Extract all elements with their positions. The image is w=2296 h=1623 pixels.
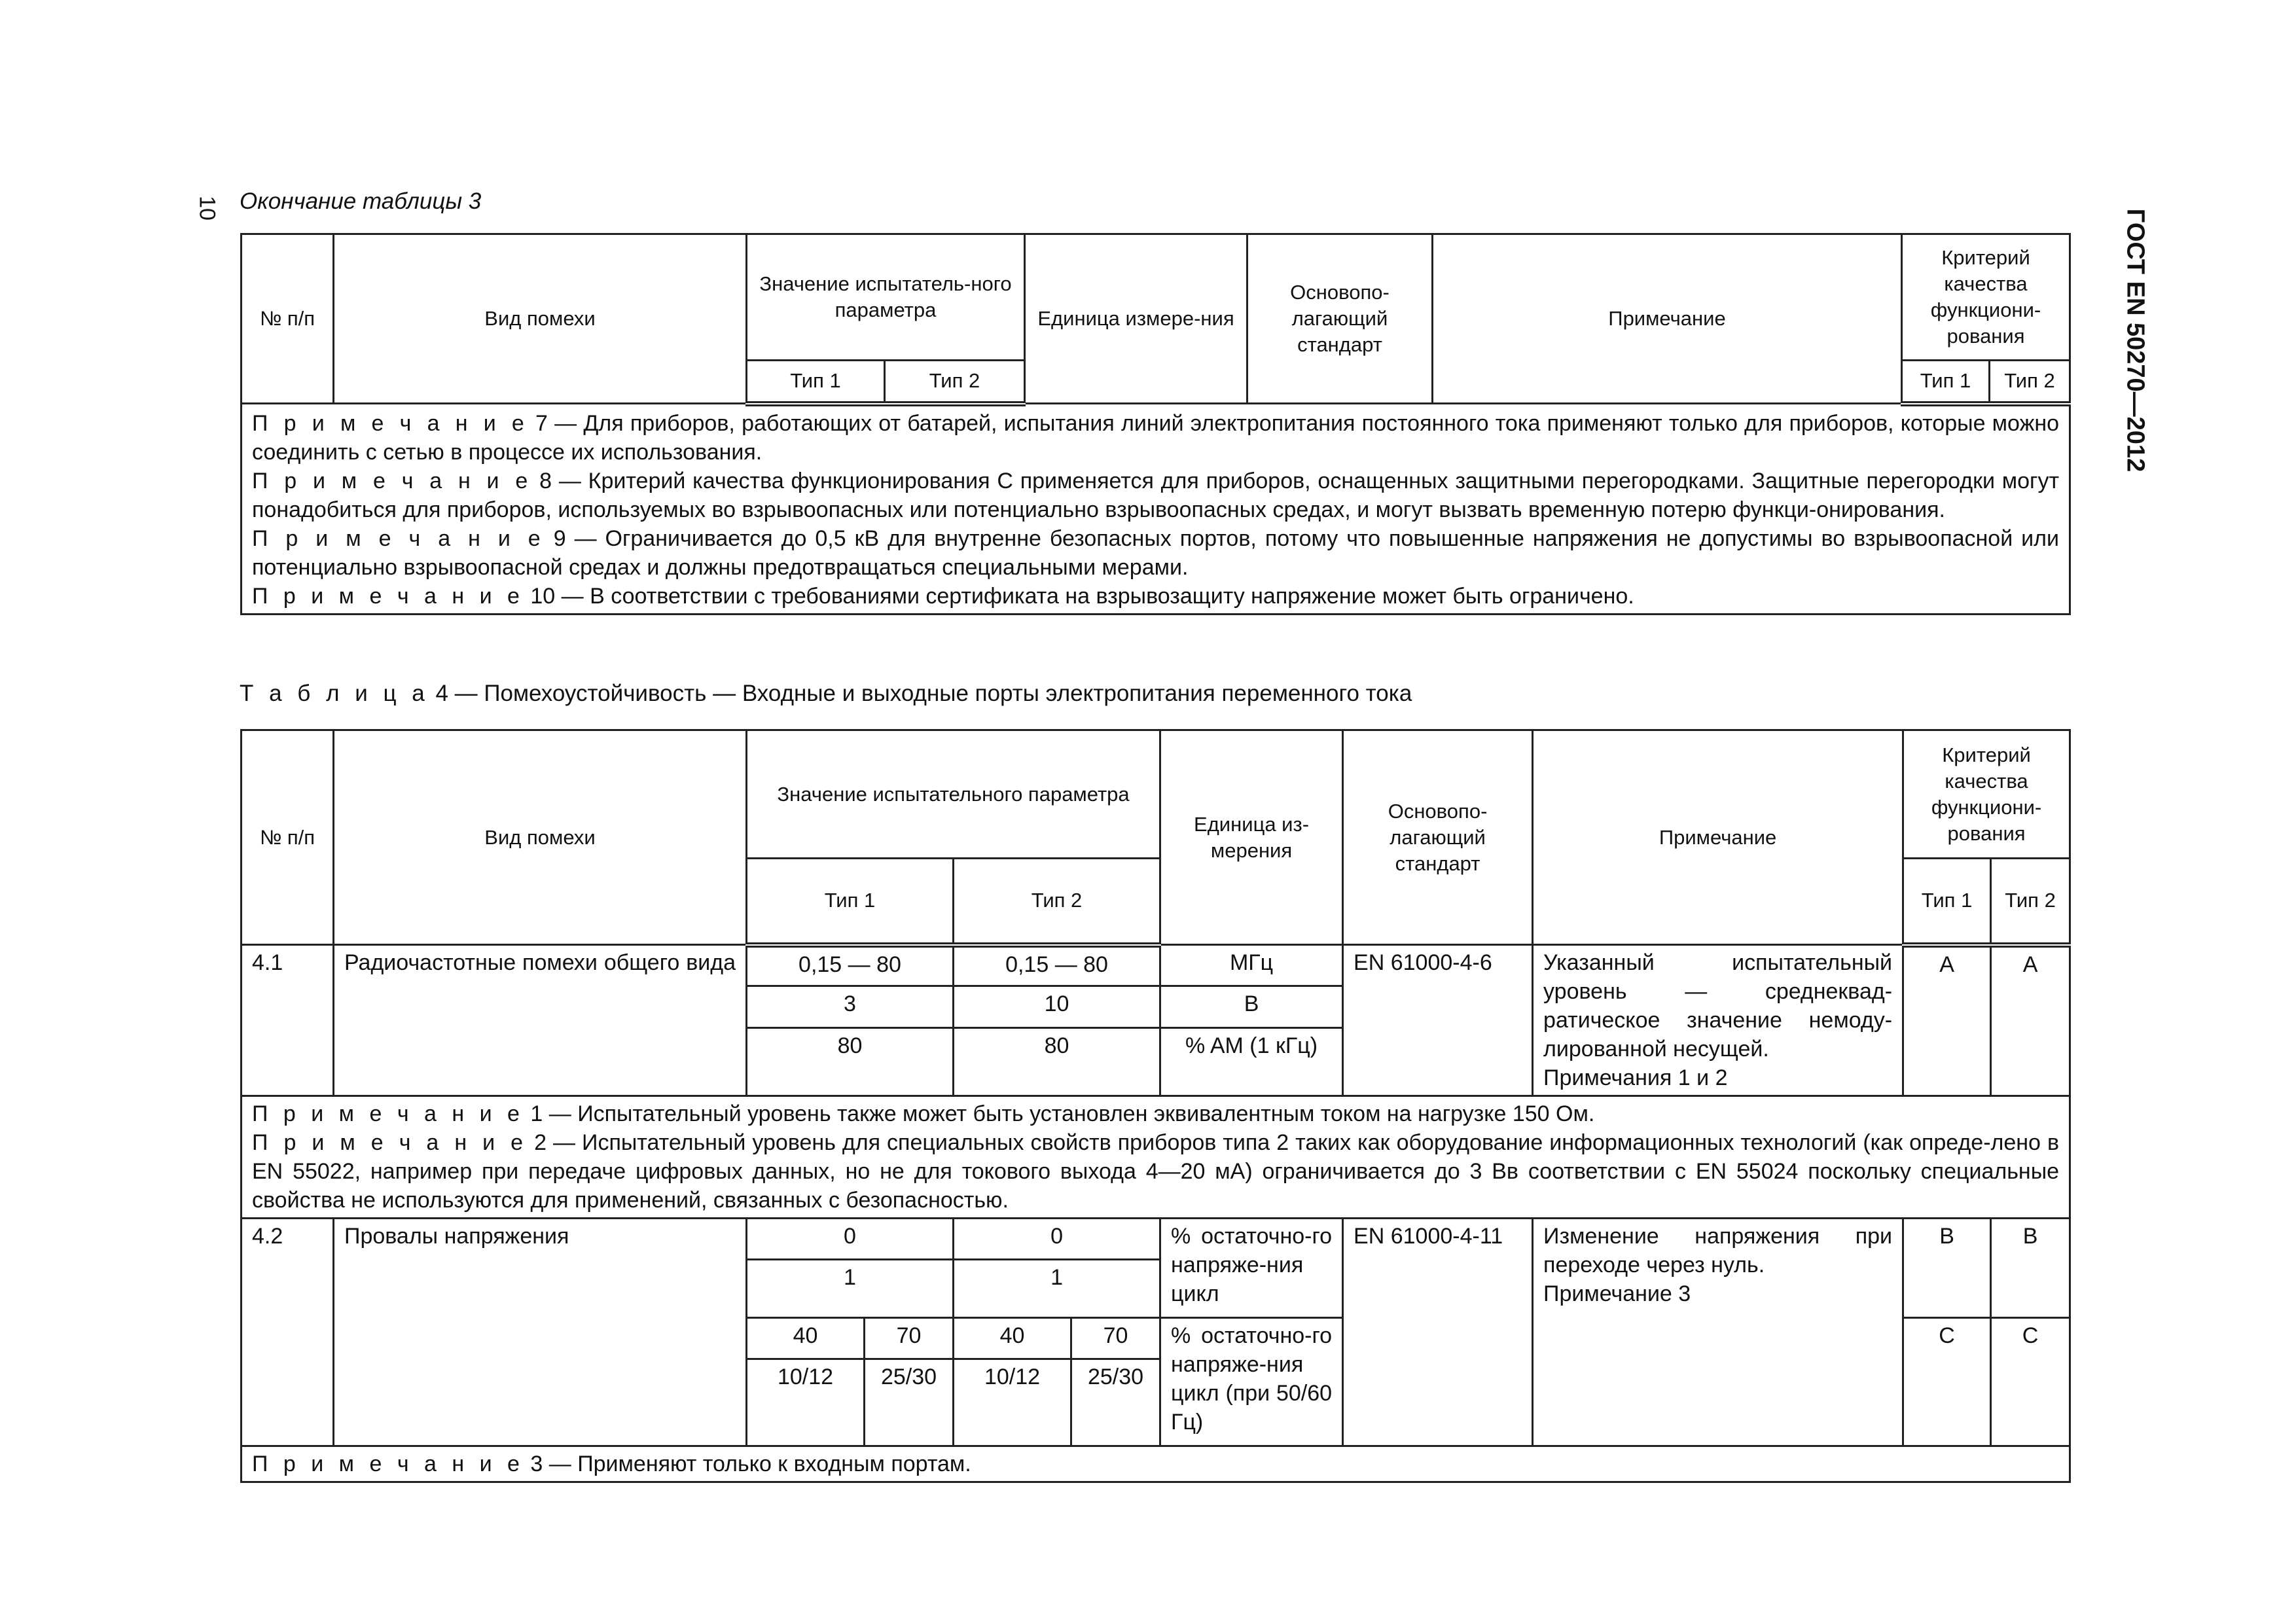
freq-unit: МГц <box>1160 945 1343 986</box>
dip-1-type1: 1 <box>747 1260 954 1318</box>
row-note-main: Изменение напряжения при переходе через нуль. <box>1543 1224 1893 1277</box>
header-note: Примечание <box>1433 234 1902 404</box>
voltage-type2: 10 <box>954 986 1160 1027</box>
am-type2: 80 <box>954 1027 1160 1096</box>
dip-70-type1: 70 <box>865 1318 954 1359</box>
criterion-c-type1: C <box>1903 1318 1991 1446</box>
note-9 <box>252 524 2059 582</box>
table-row <box>242 945 2070 986</box>
criterion-type1: A <box>1903 945 1991 1096</box>
header-crit-type2: Тип 2 <box>1990 361 2070 404</box>
table4-caption <box>240 681 1412 707</box>
row-note <box>1533 1219 1903 1446</box>
note-2 <box>252 1128 2059 1215</box>
row-note <box>1533 945 1903 1096</box>
interference-kind: Провалы напряжения <box>334 1219 747 1446</box>
note-7 <box>252 409 2059 467</box>
header-type1: Тип 1 <box>747 361 885 404</box>
voltage-type1: 3 <box>747 986 954 1027</box>
table3-notes <box>242 404 2070 615</box>
header-crit-type2: Тип 2 <box>1991 859 2070 945</box>
note-text: 10 — В соответствии с требованиями сертификата на взрывозащиту напряжение может быть ограничено. <box>524 583 1634 609</box>
dip-40-type1: 40 <box>747 1318 865 1359</box>
dip-70-type2: 70 <box>1071 1318 1160 1359</box>
header-criterion: Критерий качества функциони-рования <box>1903 730 2070 859</box>
page-number: 10 <box>194 196 220 221</box>
note-label: П р и м е ч а н и е <box>252 1452 524 1476</box>
header-crit-type1: Тип 1 <box>1902 361 1990 404</box>
header-type1: Тип 1 <box>747 859 954 945</box>
header-unit: Единица из-мерения <box>1160 730 1343 945</box>
header-crit-type1: Тип 1 <box>1903 859 1991 945</box>
header-kind: Вид помехи <box>334 234 747 404</box>
note-label: П р и м е ч а н и е <box>252 410 529 436</box>
note-8 <box>252 467 2059 524</box>
header-num: № п/п <box>242 730 334 945</box>
note-text: 8 — Критерий качества функционирования С применяется для приборов, оснащенных защитными перегородками. Защитные перегородки могут понадобиться для приборов, используемых во взрывоопасных или потенциально взрывоопасных средах, и могут вызвать временную потерю функци-онирования. <box>252 468 2060 522</box>
interference-kind: Радиочастотные помехи общего вида <box>334 945 747 1096</box>
note-label: П р и м е ч а н и е <box>252 468 533 493</box>
table-row <box>242 1446 2070 1482</box>
header-unit: Единица измере-ния <box>1025 234 1247 404</box>
basic-standard: EN 61000-4-11 <box>1343 1219 1533 1446</box>
am-unit: % AM (1 кГц) <box>1160 1027 1343 1096</box>
document-code: ГОСТ EN 50270—2012 <box>2121 208 2149 473</box>
table4 <box>240 729 2071 1483</box>
header-note: Примечание <box>1533 730 1903 945</box>
row-number: 4.2 <box>242 1219 334 1446</box>
row42-notes <box>242 1446 2070 1482</box>
note-10 <box>252 582 2059 611</box>
freq-type1: 0,15 — 80 <box>747 945 954 986</box>
dip-0-type2: 0 <box>954 1219 1160 1260</box>
header-standard: Основопо-лагающий стандарт <box>1343 730 1533 945</box>
voltage-unit: В <box>1160 986 1343 1027</box>
basic-standard: EN 61000-4-6 <box>1343 945 1533 1096</box>
note-3 <box>252 1450 2059 1478</box>
header-type2: Тип 2 <box>885 361 1025 404</box>
row-number: 4.1 <box>242 945 334 1096</box>
header-standard: Основопо-лагающий стандарт <box>1247 234 1433 404</box>
dip-unit-cycles: % остаточно-го напряже-ния цикл <box>1160 1219 1343 1318</box>
criterion-b-type1: B <box>1903 1219 1991 1318</box>
dip-0-type1: 0 <box>747 1219 954 1260</box>
cycles-40-type2: 10/12 <box>954 1359 1071 1446</box>
table4-caption-text: 4 — Помехоустойчивость — Входные и выходные порты электропитания переменного тока <box>429 681 1412 706</box>
criterion-type2: A <box>1991 945 2070 1096</box>
note-text: 9 — Ограничивается до 0,5 кВ для внутренне безопасных портов, потому что повышенные напряжения не допустимы во взрывоопасной или потенциально взрывоопасной средах и должны предотвращаться специальными мерами. <box>252 526 2060 580</box>
table4-caption-prefix: Т а б л и ц а <box>240 681 429 706</box>
header-param: Значение испытательного параметра <box>747 730 1160 859</box>
table-row <box>242 1096 2070 1219</box>
header-param: Значение испытатель-ного параметра <box>747 234 1025 361</box>
row-note-ref: Примечание 3 <box>1543 1281 1691 1306</box>
note-1 <box>252 1099 2059 1128</box>
note-label: П р и м е ч а н и е <box>252 583 524 609</box>
dip-40-type2: 40 <box>954 1318 1071 1359</box>
dip-1-type2: 1 <box>954 1260 1160 1318</box>
header-criterion: Критерий качества функциони-рования <box>1902 234 2070 361</box>
note-label: П р и м е ч а н и е <box>252 1130 528 1155</box>
am-type1: 80 <box>747 1027 954 1096</box>
row-note-main: Указанный испытательный уровень — среднеквад-ратическое значение немоду- <box>1543 950 1893 1033</box>
table3-continuation-title: Окончание таблицы 3 <box>240 188 482 214</box>
row41-notes <box>242 1096 2070 1219</box>
table-row <box>242 1219 2070 1260</box>
row-note-end: лированной несущей. <box>1543 1037 1769 1061</box>
note-text: 1 — Испытательный уровень также может быть установлен эквивалентным током на нагрузке 150 Ом. <box>524 1101 1595 1126</box>
header-kind: Вид помехи <box>334 730 747 945</box>
row-note-refs: Примечания 1 и 2 <box>1543 1065 1728 1090</box>
dip-unit-cycles-50-60: % остаточно-го напряже-ния цикл (при 50/60 Гц) <box>1160 1318 1343 1446</box>
note-text: 3 — Применяют только к входным портам. <box>524 1452 971 1476</box>
note-label: П р и м е ч а н и е <box>252 1101 524 1126</box>
note-label: П р и м е ч а н и е <box>252 526 545 551</box>
header-type2: Тип 2 <box>954 859 1160 945</box>
criterion-c-type2: C <box>1991 1318 2070 1446</box>
cycles-40-type1: 10/12 <box>747 1359 865 1446</box>
criterion-b-type2: B <box>1991 1219 2070 1318</box>
cycles-70-type2: 25/30 <box>1071 1359 1160 1446</box>
note-text: 2 — Испытательный уровень для специальных свойств приборов типа 2 таких как оборудование информационных технологий (как опреде-лено в EN 55022, например при передаче цифровых данных, но не для токового выхода 4—20 мА) ограничивается до 3 Вв соответствии с EN 55024 поскольку специальные свойства не используются для применений, связанных с безопасностью. <box>252 1130 2060 1213</box>
table3 <box>240 233 2071 615</box>
freq-type2: 0,15 — 80 <box>954 945 1160 986</box>
note-text: 7 — Для приборов, работающих от батарей, испытания линий электропитания постоянного тока применяют только для приборов, которые можно соединить с сетью в процессе их использования. <box>252 410 2060 465</box>
cycles-70-type1: 25/30 <box>865 1359 954 1446</box>
header-num: № п/п <box>242 234 334 404</box>
